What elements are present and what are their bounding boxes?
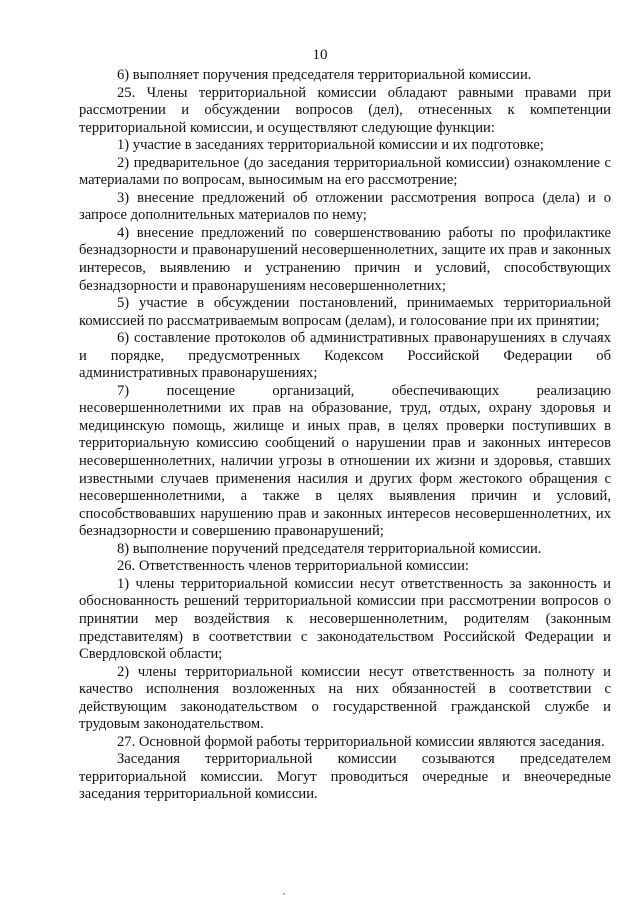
scan-artifact	[283, 893, 285, 895]
function-item-1: 1) участие в заседаниях территориальной комиссии и их подготовке;	[117, 137, 544, 154]
function-item-7: 7) посещение организаций, обеспечивающих реализацию несовершеннолетними их прав на образование, труд, отдых, охрану здоровья и медицинскую помощь, жилище и иных прав, в целях проверки поступивших в территориальную комиссию сообщений о нарушении прав и законных интересов несовершеннолетних, наличии угрозы в отношении их жизни и здоровья, ставших известными случаев применения насилия и других форм жестокого обращения с несовершеннолетними, а также в целях выявления причин и условий, способствовавших нарушению прав и законных интересов несовершеннолетних, их безнадзорности и совершению правонарушений;	[79, 382, 611, 540]
responsibility-item-2: 2) члены территориальной комиссии несут ответственность за полноту и качество исполнения возложенных на них обязанностей в соответствии с действующим законодательством о государственной гражданской службе и трудовым законодательством.	[79, 663, 611, 733]
function-item-2: 2) предварительное (до заседания территориальной комиссии) ознакомление с материалами по вопросам, выносимым на его рассмотрение;	[79, 154, 611, 189]
document-body	[79, 67, 611, 804]
function-item-4: 4) внесение предложений по совершенствованию работы по профилактике безнадзорности и правонарушений несовершеннолетних, защите их прав и законных интересов, выявлению и устранению причин и условий, способствующих безнадзорности и правонарушениям несовершеннолетних;	[79, 224, 611, 294]
paragraph-6-assignments: 6) выполняет поручения председателя территориальной комиссии.	[117, 67, 532, 83]
paragraph-25-member-rights: 25. Члены территориальной комиссии обладают равными правами при рассмотрении и обсуждении вопросов (дел), отнесенных к компетенции территориальной комиссии, и осуществляют следующие функции:	[79, 84, 611, 136]
function-item-3: 3) внесение предложений об отложении рассмотрения вопроса (дела) и о запросе дополнительных материалов по нему;	[79, 189, 611, 224]
function-item-5: 5) участие в обсуждении постановлений, принимаемых территориальной комиссией по рассматриваемым вопросам (делам), и голосование при их принятии;	[79, 295, 611, 329]
paragraph-meetings-convened: Заседания территориальной комиссии созываются председателем территориальной комиссии. Могут проводиться очередные и внеочередные заседания территориальной комиссии.	[79, 751, 611, 803]
page-number: 10	[312, 47, 328, 63]
function-item-8: 8) выполнение поручений председателя территориальной комиссии.	[117, 540, 542, 557]
paragraph-27-meetings: 27. Основной формой работы территориальной комиссии являются заседания.	[117, 733, 605, 750]
function-item-6: 6) составление протоколов об административных правонарушениях в случаях и порядке, предусмотренных Кодексом Российской Федерации об административных правонарушениях;	[79, 330, 611, 382]
responsibility-item-1: 1) члены территориальной комиссии несут ответственность за законность и обоснованность решений территориальной комиссии при рассмотрении вопросов о принятии мер воздействия к несовершеннолетним, родителям (законным представителям) в соответствии с законодательством Российской Федерации и Свердловской области;	[79, 575, 611, 663]
paragraph-26-responsibility: 26. Ответственность членов территориальной комиссии:	[117, 558, 469, 575]
